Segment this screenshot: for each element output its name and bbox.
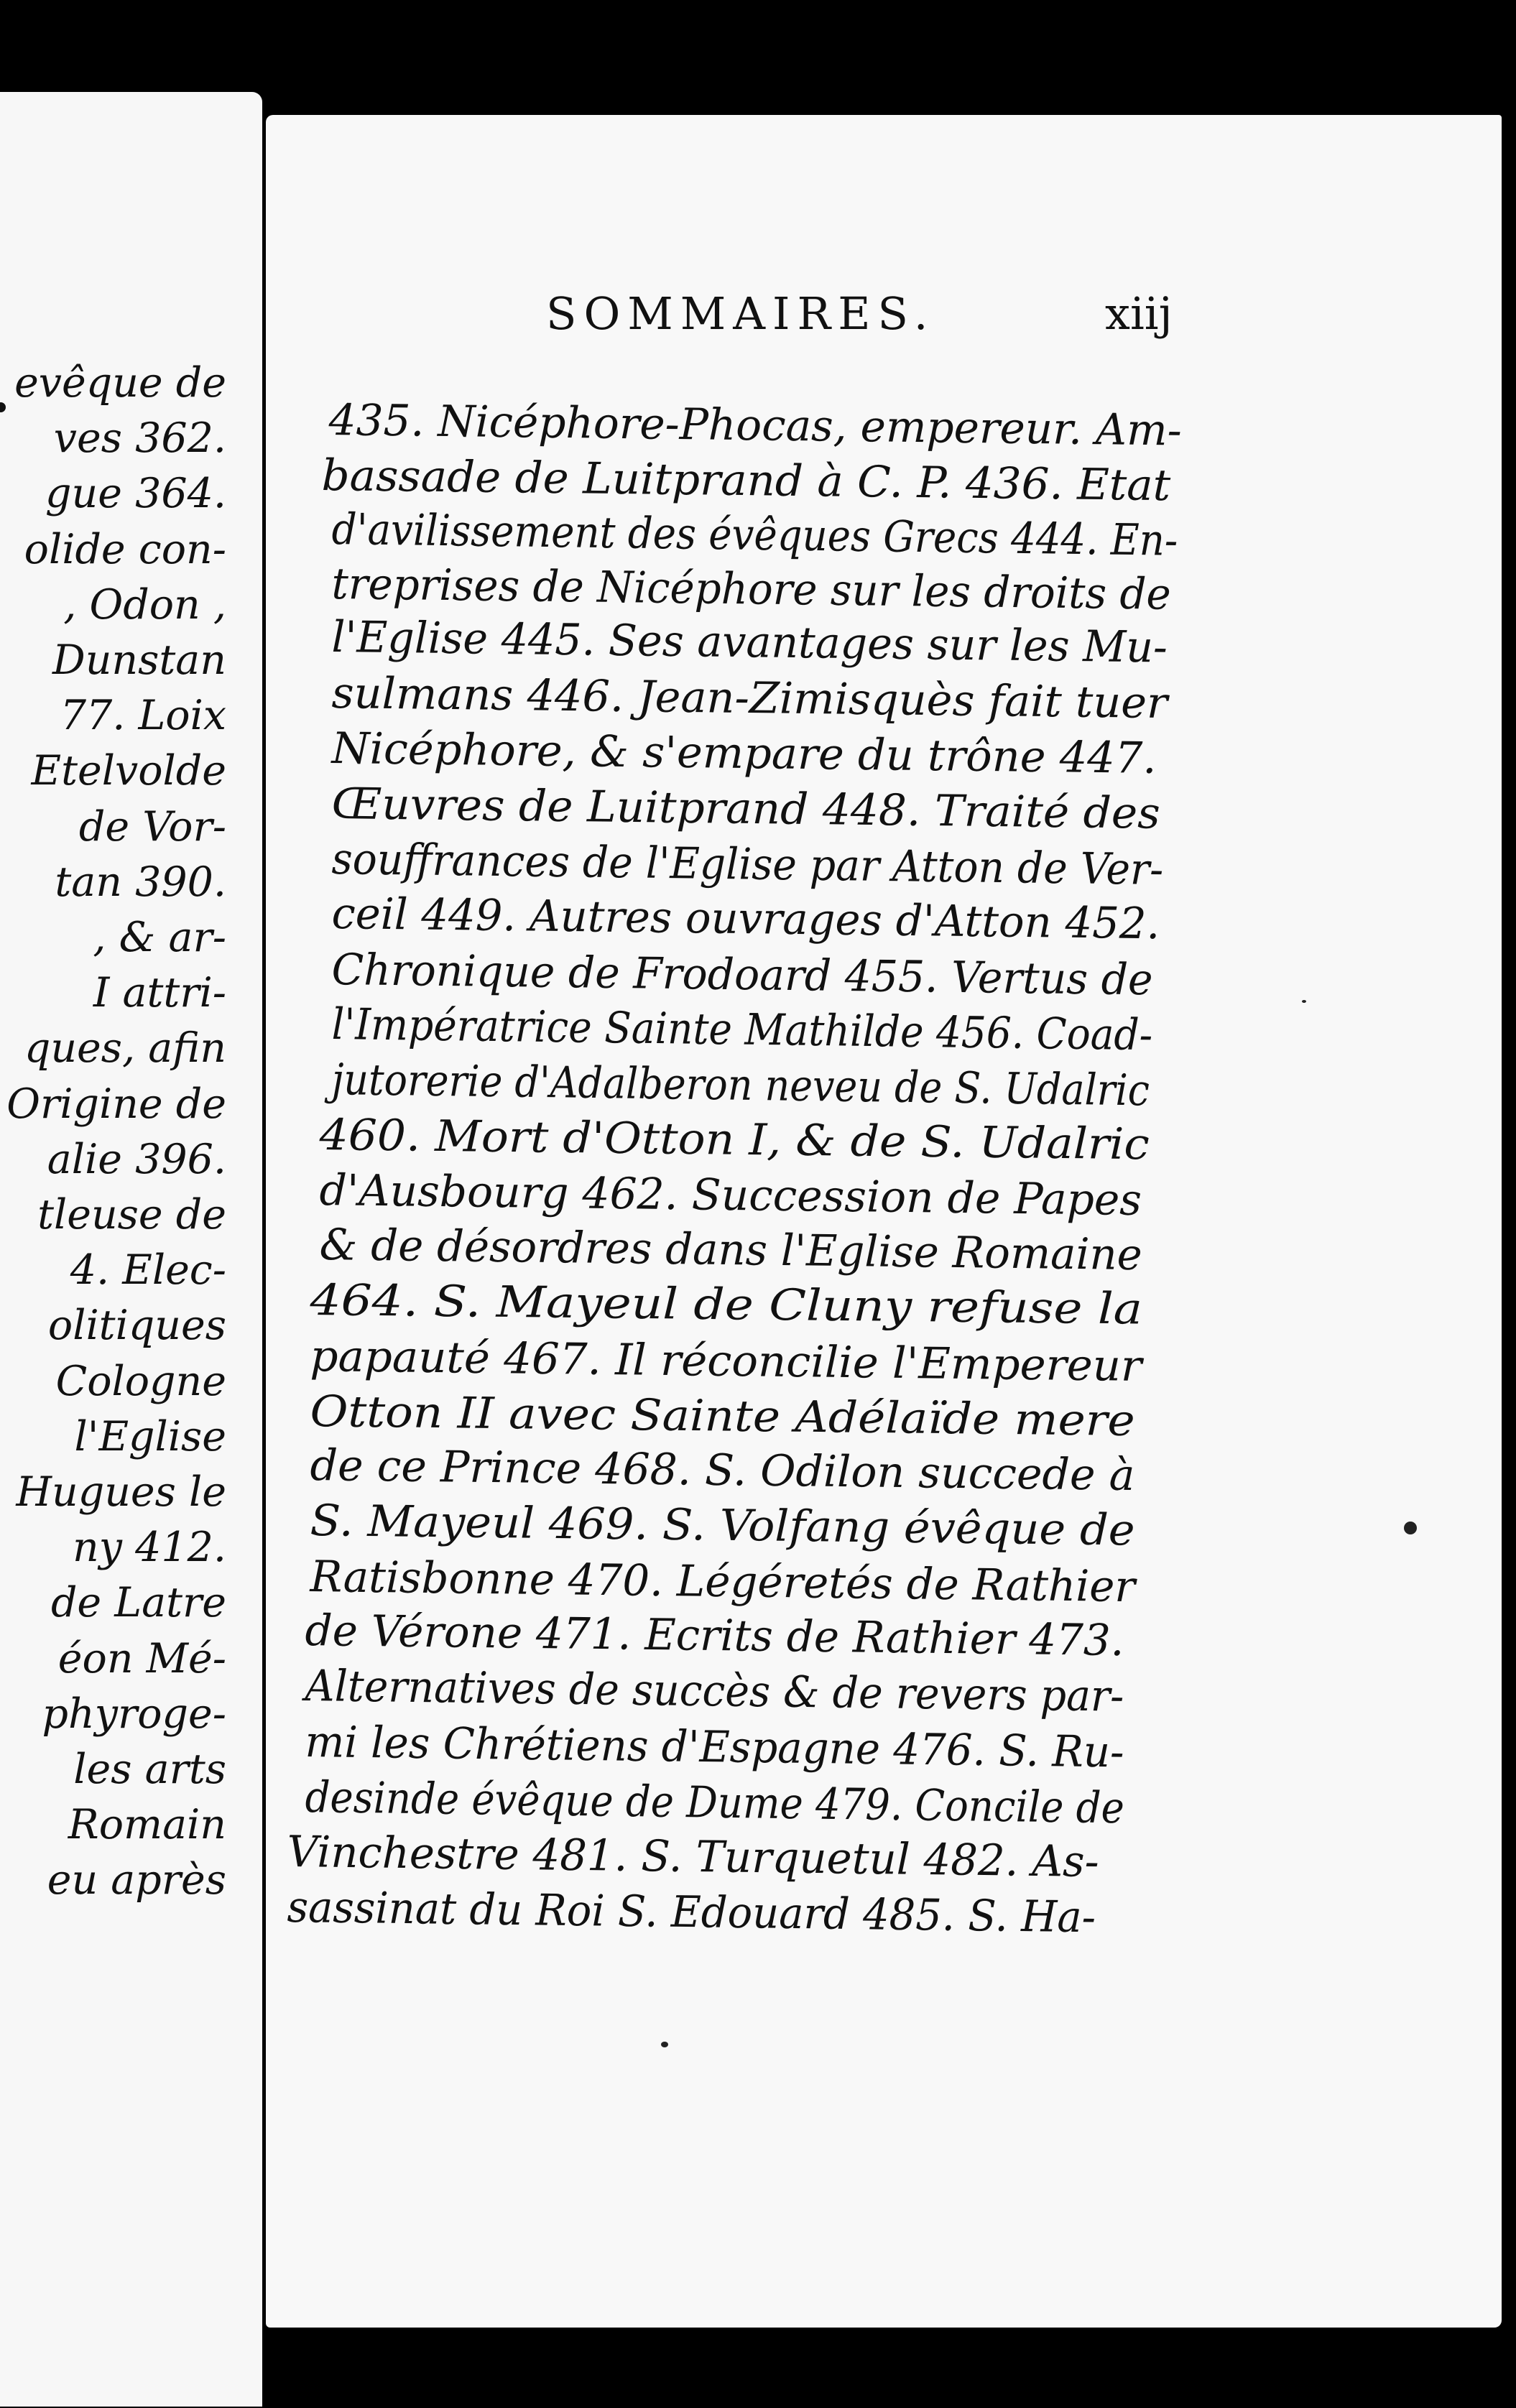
summary-line: l'Eglise 445. Ses avantages sur les Mu- bbox=[331, 612, 1168, 673]
summary-line: papauté 467. Il réconcilie l'Empereur bbox=[310, 1331, 1142, 1391]
left-page-line: gue 364. bbox=[45, 470, 226, 518]
summary-line: ceil 449. Autres ouvrages d'Atton 452. bbox=[331, 889, 1160, 950]
summary-line: desinde évêque de Dume 479. Concile de bbox=[305, 1772, 1125, 1834]
summary-line: 464. S. Mayeul de Cluny refuse la bbox=[310, 1275, 1143, 1335]
left-page-line: alie 396. bbox=[47, 1135, 226, 1183]
running-head: SOMMAIRES. bbox=[546, 287, 935, 340]
summary-line: Vinchestre 481. S. Turquetul 482. As- bbox=[287, 1827, 1100, 1887]
summary-line: d'Ausbourg 462. Succession de Papes bbox=[319, 1165, 1142, 1226]
page-number: xiij bbox=[1105, 287, 1173, 340]
summary-line: S. Mayeul 469. S. Volfang évêque de bbox=[310, 1496, 1135, 1556]
left-page-line: 4. Elec- bbox=[70, 1246, 226, 1295]
left-page-line: de Latre bbox=[50, 1579, 226, 1627]
summary-line: 435. Nicéphore-Phocas, empereur. Am- bbox=[328, 395, 1183, 456]
summary-line: bassade de Luitprand à C. P. 436. Etat bbox=[321, 450, 1171, 511]
left-page-line: de Vor- bbox=[78, 802, 226, 851]
ink-speck bbox=[661, 2042, 668, 2047]
summary-line: de Vérone 471. Ecrits de Rathier 473. bbox=[305, 1606, 1124, 1667]
summary-line: & de désordres dans l'Eglise Romaine bbox=[319, 1220, 1143, 1281]
left-page-line: evêque de bbox=[14, 359, 226, 407]
summary-line: Alternatives de succès & de revers par- bbox=[305, 1661, 1124, 1722]
left-page-line: tleuse de bbox=[37, 1191, 226, 1238]
left-page-line: olitiques bbox=[47, 1302, 226, 1350]
summary-line: treprises de Nicéphore sur les droits de bbox=[331, 559, 1172, 620]
left-page-line: Origine de bbox=[6, 1080, 226, 1128]
summary-line: Ratisbonne 470. Légéretés de Rathier bbox=[310, 1552, 1136, 1613]
summary-line: mi les Chrétiens d'Espagne 476. S. Ru- bbox=[305, 1717, 1124, 1778]
left-page-line: Dunstan bbox=[52, 636, 226, 684]
summary-line: sassinat du Roi S. Edouard 485. S. Ha- bbox=[287, 1882, 1096, 1943]
left-page-line: ny 412. bbox=[73, 1524, 226, 1572]
summary-line: Chronique de Frodoard 455. Vertus de bbox=[331, 945, 1153, 1006]
summary-line: 460. Mort d'Otton I, & de S. Udalric bbox=[319, 1110, 1150, 1170]
left-page-line: I attri- bbox=[93, 969, 226, 1017]
left-page-line: l'Eglise bbox=[74, 1412, 226, 1460]
left-page-line: 77. Loix bbox=[60, 692, 226, 740]
left-page-line: , & ar- bbox=[93, 914, 226, 961]
left-page-line: Hugues le bbox=[16, 1468, 226, 1516]
summary-line: l'Impératrice Sainte Mathilde 456. Coad- bbox=[331, 999, 1153, 1061]
summary-line: Otton II avec Sainte Adélaïde mere bbox=[310, 1386, 1136, 1447]
left-page-line: ves 362. bbox=[53, 415, 226, 463]
summary-line: jutorerie d'Adalberon neveu de S. Udalric bbox=[331, 1055, 1150, 1116]
left-page-line: Cologne bbox=[55, 1357, 226, 1405]
left-page-line: olide con- bbox=[24, 525, 226, 573]
left-page-line: les arts bbox=[73, 1746, 226, 1793]
ink-speck bbox=[1302, 1000, 1306, 1003]
left-page-line: , Odon , bbox=[63, 580, 226, 629]
facing-page-left bbox=[0, 92, 262, 2407]
ink-spot bbox=[0, 402, 6, 412]
summary-line: souffrances de l'Eglise par Atton de Ver- bbox=[331, 834, 1164, 895]
ink-speck bbox=[1404, 1522, 1417, 1534]
left-page-line: ques, afin bbox=[24, 1024, 226, 1073]
left-page-line: Romain bbox=[68, 1801, 226, 1849]
left-page-line: phyroge- bbox=[42, 1690, 226, 1738]
summary-line: sulmans 446. Jean-Zimisquès fait tuer bbox=[331, 668, 1168, 729]
summary-line: Nicéphore, & s'empare du trône 447. bbox=[331, 723, 1157, 784]
left-page-line: éon Mé- bbox=[57, 1634, 226, 1682]
summary-line: Œuvres de Luitprand 448. Traité des bbox=[331, 779, 1161, 839]
left-page-line: eu après bbox=[47, 1856, 226, 1904]
summary-line: de ce Prince 468. S. Odilon succede à bbox=[310, 1440, 1135, 1501]
summary-line: d'avilissement des évêques Grecs 444. En- bbox=[331, 504, 1178, 566]
left-page-line: Etelvolde bbox=[31, 747, 226, 795]
left-page-line: tan 390. bbox=[55, 858, 226, 906]
